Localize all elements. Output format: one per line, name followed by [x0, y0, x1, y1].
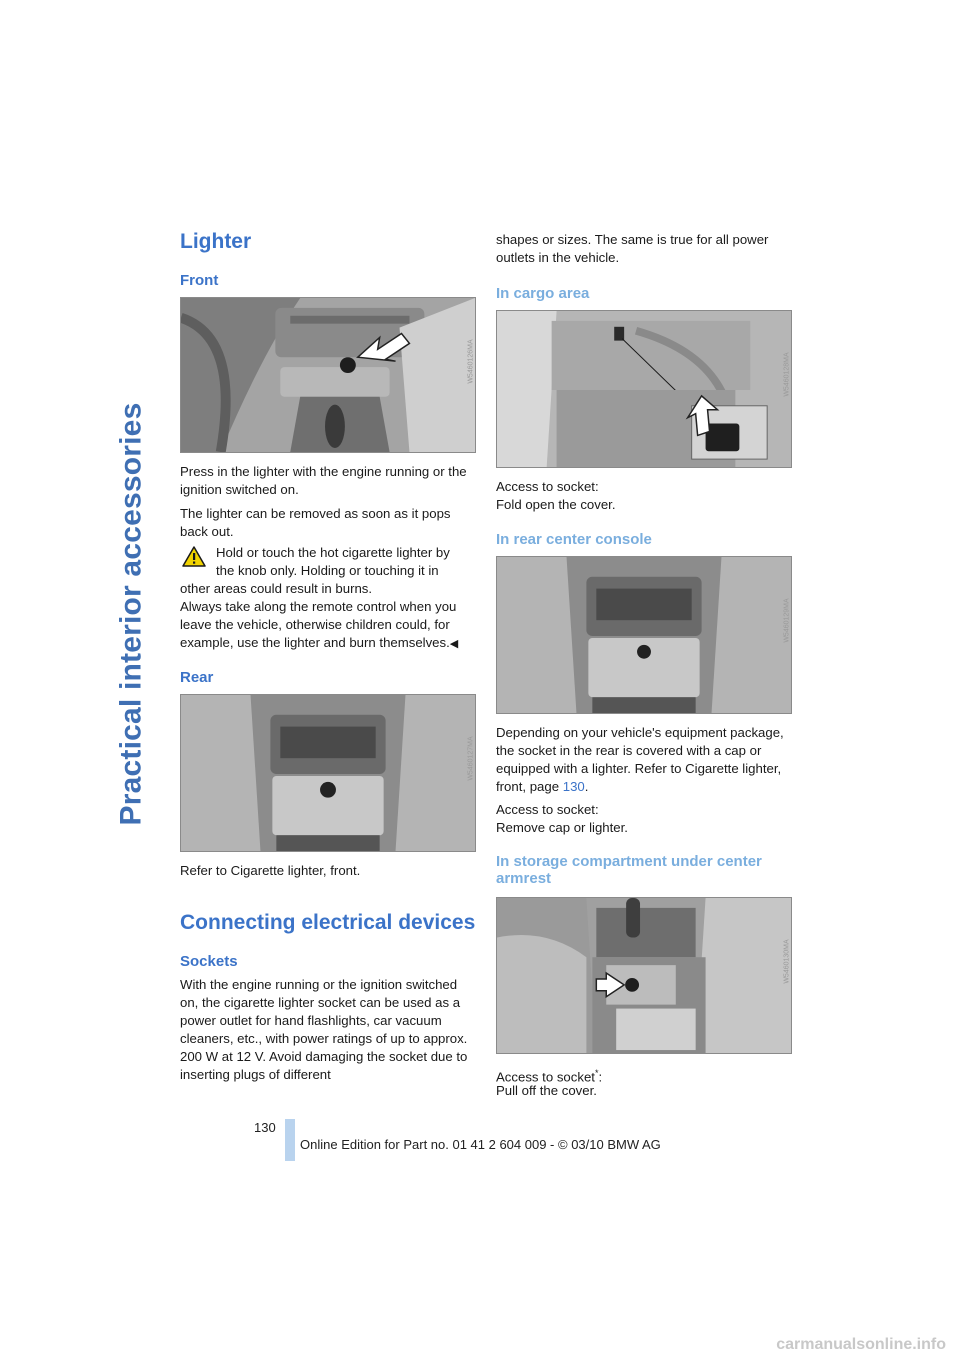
end-mark-icon: ◀	[449, 638, 459, 650]
heading-front: Front	[180, 272, 219, 289]
front-console-illustration	[181, 298, 475, 452]
heading-storage-line-2: armrest	[496, 870, 552, 887]
warning-remote-text: Always take along the remote control when you leave the vehicle, otherwise children could, for example, use the lighter and burn themselves.	[180, 599, 457, 650]
paragraph-continued: shapes or sizes. The same is true for all power outlets in the vehicle.	[496, 232, 769, 265]
figure-front-lighter	[180, 297, 476, 453]
heading-connecting-devices: Connecting electrical devices	[180, 911, 476, 934]
paragraph-cargo-fold: Fold open the cover.	[496, 497, 616, 512]
warning-line-2: the knob only. Holding or touching it in	[216, 563, 439, 578]
figure-rear-lighter	[180, 694, 476, 852]
warning-triangle-icon	[182, 546, 206, 567]
chapter-side-title-text: Practical interior accessories	[114, 402, 148, 826]
optional-equipment-star-icon: *	[594, 1068, 599, 1078]
page-reference-link[interactable]: 130	[562, 779, 585, 794]
cargo-area-illustration	[497, 311, 791, 467]
paragraph-console-access: Access to socket:	[496, 802, 599, 817]
figure-code: W5460126MA	[467, 339, 475, 384]
footer-accent-bar	[285, 1119, 295, 1161]
page-number: 130	[254, 1120, 276, 1135]
rear-center-console-illustration	[497, 557, 791, 713]
figure-code: W5460127MA	[467, 736, 475, 781]
storage-access-text: Access to socket	[496, 1069, 595, 1085]
chapter-side-title	[110, 229, 152, 999]
paragraph-lighter-removed: The lighter can be removed as soon as it pops back out.	[180, 506, 451, 539]
paragraph-cargo-access: Access to socket:	[496, 479, 599, 494]
warning-line-1: Hold or touch the hot cigarette lighter by	[216, 545, 450, 560]
heading-sockets: Sockets	[180, 953, 238, 970]
heading-storage-line-1: In storage compartment under center	[496, 853, 762, 870]
figure-armrest-socket	[496, 897, 792, 1054]
figure-code: W5460128MA	[783, 352, 791, 397]
armrest-compartment-illustration	[497, 898, 791, 1053]
figure-cargo-socket	[496, 310, 792, 468]
watermark: carmanualsonline.info	[776, 1336, 946, 1353]
rear-console-illustration	[181, 695, 475, 851]
paragraph-console-equipment	[496, 724, 792, 796]
heading-rear-center-console: In rear center console	[496, 531, 652, 548]
console-equipment-tail: .	[584, 779, 589, 794]
paragraph-console-remove: Remove cap or lighter.	[496, 820, 628, 835]
footer-edition: Online Edition for Part no. 01 41 2 604 009 - © 03/10 BMW AG	[300, 1137, 661, 1152]
paragraph-storage-pull: Pull off the cover.	[496, 1083, 597, 1098]
storage-access-colon: :	[598, 1069, 603, 1085]
figure-rear-console-socket	[496, 556, 792, 714]
warning-line-rest: other areas could result in burns.	[180, 581, 373, 596]
heading-lighter: Lighter	[180, 230, 252, 253]
paragraph-press-lighter: Press in the lighter with the engine running or the ignition switched on.	[180, 464, 467, 497]
figure-code: W5460130MA	[783, 939, 791, 984]
warning-paragraph-remote	[180, 598, 476, 653]
warning-block	[180, 544, 476, 653]
paragraph-sockets: With the engine running or the ignition switched on, the cigarette lighter socket can be used as a power outlet for hand flashlights, car vacuum cleaners, etc., with power ratings of up to approx. 200 W at 12 V. Avoid damaging the socket due to inserting plugs of different	[180, 977, 468, 1082]
heading-storage-compartment	[496, 853, 792, 887]
console-equipment-text: Depending on your vehicle's equipment package, the socket in the rear is covered with a cap or equipped with a lighter. Refer to Cigarette lighter, front, page	[496, 725, 784, 794]
heading-cargo-area: In cargo area	[496, 285, 590, 302]
figure-code: W5460129MA	[783, 598, 791, 643]
heading-rear: Rear	[180, 669, 214, 686]
paragraph-refer-front: Refer to Cigarette lighter, front.	[180, 863, 361, 878]
